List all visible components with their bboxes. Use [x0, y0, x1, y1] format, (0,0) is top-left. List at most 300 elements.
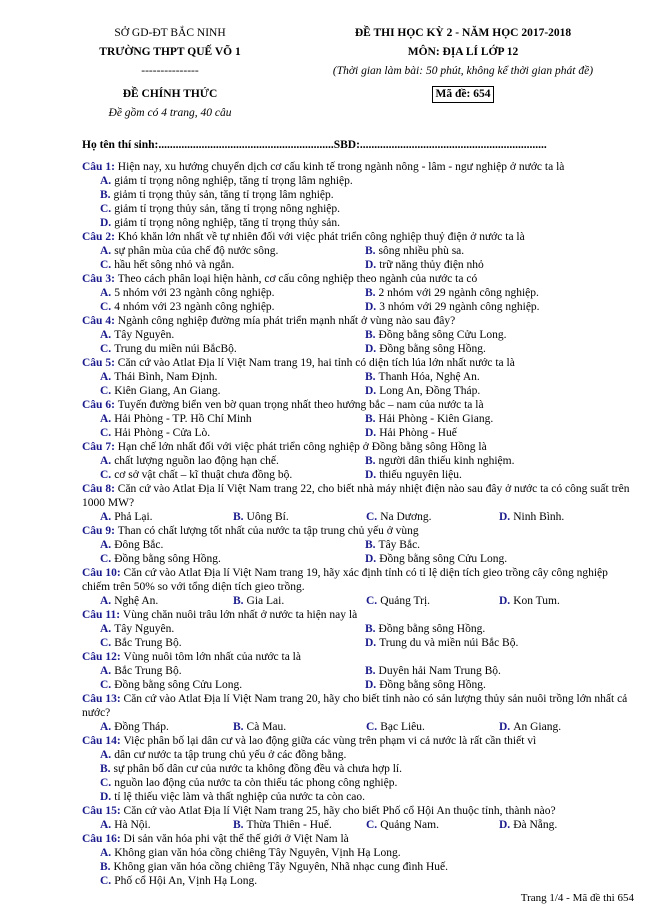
answer-text: Bắc Trung Bộ.: [114, 637, 182, 649]
answer-text: giảm tỉ trọng nông nghiệp, tăng tỉ trọng lâm nghiệp.: [114, 175, 353, 187]
answer-text: Hải Phòng - TP. Hồ Chí Minh: [114, 413, 252, 425]
answer-row: [82, 748, 634, 762]
answer-text: Phố cổ Hội An, Vịnh Hạ Long.: [114, 875, 258, 887]
answer-letter: D.: [365, 637, 377, 649]
answer-row: [82, 454, 634, 468]
question-item: [82, 692, 634, 734]
answer-option: [100, 622, 365, 636]
question-label: Câu 6:: [82, 399, 118, 411]
question-label: Câu 2:: [82, 231, 118, 243]
question-stem: [82, 230, 634, 244]
question-stem: [82, 440, 634, 454]
question-item: [82, 272, 634, 314]
answer-text: 3 nhóm với 29 ngành công nghiệp.: [379, 301, 540, 313]
answer-row: [82, 258, 634, 272]
answer-letter: D.: [365, 553, 377, 565]
answer-letter: C.: [366, 511, 378, 523]
header-left: [60, 24, 280, 123]
answer-option: [366, 720, 499, 734]
answer-option: [100, 748, 634, 762]
answer-option: [100, 454, 365, 468]
answer-text: Na Dương.: [380, 511, 432, 523]
answer-option: [100, 426, 365, 440]
answer-text: Thanh Hóa, Nghệ An.: [378, 371, 480, 383]
answer-text: Tây Nguyên.: [114, 329, 175, 341]
answer-option: [233, 818, 366, 832]
question-text: Than có chất lượng tốt nhất của nước ta tập trung chủ yếu ở vùng: [117, 525, 419, 537]
answer-letter: D.: [365, 343, 377, 355]
answer-option: [100, 818, 233, 832]
answer-row: [82, 188, 634, 202]
question-item: [82, 566, 634, 608]
question-item: [82, 440, 634, 482]
question-label: Câu 5:: [82, 357, 118, 369]
answer-text: Uông Bí.: [246, 511, 289, 523]
answer-text: tỉ lệ thiếu việc làm và thất nghiệp của nước ta còn cao.: [114, 791, 366, 803]
answer-text: nguồn lao động của nước ta còn thiếu tác phong công nghiệp.: [114, 777, 398, 789]
answer-option: [365, 328, 630, 342]
question-stem: [82, 692, 634, 720]
question-text: Căn cứ vào Atlat Địa lí Việt Nam trang 25, hãy cho biết Phố cổ Hội An thuộc tỉnh, thành nào?: [123, 805, 556, 817]
subject-title: MÔN: ĐỊA LÍ LỚP 12: [407, 46, 519, 58]
answer-letter: B.: [365, 371, 376, 383]
answer-option: [100, 216, 634, 230]
answer-letter: B.: [233, 595, 244, 607]
question-item: [82, 832, 634, 888]
question-stem: [82, 734, 634, 748]
answer-row: [82, 412, 634, 426]
answer-text: giảm tỉ trọng thủy sản, tăng tỉ trọng lâm nghiệp.: [113, 189, 334, 201]
answer-letter: D.: [499, 721, 511, 733]
question-stem: [82, 356, 634, 370]
answer-text: Thừa Thiên - Huế.: [246, 819, 332, 831]
answer-option: [365, 286, 630, 300]
question-label: Câu 8:: [82, 483, 118, 495]
answer-option: [100, 412, 365, 426]
question-text: Ngành công nghiệp đường mía phát triển mạnh nhất ở vùng nào sau đây?: [117, 315, 456, 327]
answer-text: Phả Lại.: [114, 511, 153, 523]
answer-letter: D.: [365, 259, 377, 271]
answer-text: Long An, Đồng Tháp.: [379, 385, 481, 397]
question-item: [82, 524, 634, 566]
question-stem: [82, 398, 634, 412]
answer-row: [82, 664, 634, 678]
question-stem: [82, 804, 634, 818]
answer-text: Đồng bằng sông Hồng.: [379, 343, 486, 355]
answer-row: [82, 328, 634, 342]
answer-text: Đồng Tháp.: [114, 721, 169, 733]
answer-letter: D.: [499, 819, 511, 831]
answer-letter: D.: [499, 511, 511, 523]
answer-letter: D.: [365, 301, 377, 313]
answer-text: hầu hết sông nhỏ và ngắn.: [114, 259, 235, 271]
question-stem: [82, 482, 634, 510]
answer-option: [366, 510, 499, 524]
answer-text: Không gian văn hóa cồng chiêng Tây Nguyên, Nhã nhạc cung đình Huế.: [113, 861, 449, 873]
answer-option: [100, 846, 634, 860]
answer-letter: B.: [100, 763, 111, 775]
answer-text: Đà Nẵng.: [513, 819, 558, 831]
question-text: Căn cứ vào Atlat Địa lí Việt Nam trang 19, hai tỉnh có diện tích lúa lớn nhất nước ta là: [117, 357, 515, 369]
question-item: [82, 650, 634, 692]
answer-text: Đồng bằng sông Hồng.: [378, 623, 486, 635]
answer-option: [100, 300, 365, 314]
answer-option: [233, 594, 366, 608]
answer-option: [100, 258, 365, 272]
answer-option: [100, 874, 634, 888]
answer-text: 4 nhóm với 23 ngành công nghiệp.: [114, 301, 275, 313]
school-name: TRƯỜNG THPT QUẾ VÕ 1: [99, 46, 241, 58]
answer-text: Gia Lai.: [246, 595, 285, 607]
answer-row: [82, 286, 634, 300]
answer-text: Đồng bằng sông Hồng.: [114, 553, 221, 565]
answer-letter: A.: [100, 413, 112, 425]
answer-letter: B.: [233, 819, 244, 831]
question-stem: [82, 832, 634, 846]
answer-option: [365, 426, 630, 440]
answer-option: [100, 790, 634, 804]
question-item: [82, 314, 634, 356]
answer-option: [100, 286, 365, 300]
answer-letter: C.: [100, 553, 112, 565]
question-text: Việc phân bố lại dân cư và lao động giữa các vùng trên phạm vi cả nước là rất cần thiết vì: [123, 735, 537, 747]
answer-text: Quảng Nam.: [380, 819, 439, 831]
answer-option: [366, 594, 499, 608]
answer-option: [233, 720, 366, 734]
answer-letter: A.: [100, 749, 112, 761]
question-item: [82, 482, 634, 524]
answer-option: [100, 202, 634, 216]
answer-text: Đồng bằng sông Hồng.: [379, 679, 486, 691]
question-label: Câu 9:: [82, 525, 118, 537]
answer-text: người dân thiếu kinh nghiệm.: [378, 455, 515, 467]
answer-letter: C.: [366, 721, 378, 733]
answer-letter: D.: [365, 385, 377, 397]
question-stem: [82, 314, 634, 328]
answer-row: [82, 636, 634, 650]
answer-letter: C.: [100, 203, 112, 215]
answer-letter: C.: [100, 385, 112, 397]
answer-row: [82, 860, 634, 874]
answer-letter: B.: [365, 539, 376, 551]
answer-letter: C.: [100, 469, 112, 481]
question-item: [82, 356, 634, 398]
question-text: Khó khăn lớn nhất về tự nhiên đối với việc phát triển công nghiệp thuỷ điện ở nước ta là: [117, 231, 525, 243]
answer-letter: A.: [100, 455, 112, 467]
answer-letter: D.: [365, 469, 377, 481]
answer-letter: A.: [100, 175, 112, 187]
answer-option: [100, 510, 233, 524]
answer-letter: D.: [365, 679, 377, 691]
answer-row: [82, 622, 634, 636]
answer-letter: A.: [100, 511, 112, 523]
question-item: [82, 804, 634, 832]
answer-option: [365, 538, 630, 552]
answer-letter: C.: [100, 259, 112, 271]
answer-option: [233, 510, 366, 524]
answer-option: [365, 384, 630, 398]
answer-option: [100, 664, 365, 678]
answer-letter: A.: [100, 287, 112, 299]
question-label: Câu 16:: [82, 833, 124, 845]
header-right: [290, 24, 636, 104]
answer-letter: C.: [366, 819, 378, 831]
answer-row: [82, 552, 634, 566]
answer-text: Trung du miền núi BắcBộ.: [114, 343, 237, 355]
answer-text: An Giang.: [513, 721, 562, 733]
answer-letter: B.: [365, 623, 376, 635]
answer-text: Hải Phòng - Kiên Giang.: [378, 413, 494, 425]
question-text: Hiện nay, xu hướng chuyển dịch cơ cấu kinh tế trong ngành nông - lâm - ngư nghiệp ở nước ta là: [117, 161, 565, 173]
question-text: Hạn chế lớn nhất đối với việc phát triển công nghiệp ở Đồng bằng sông Hồng là: [117, 441, 487, 453]
answer-letter: B.: [100, 189, 111, 201]
answer-row: [82, 384, 634, 398]
page-footer: Trang 1/4 - Mã đề thi 654: [520, 892, 634, 904]
answer-letter: C.: [100, 427, 112, 439]
answer-option: [365, 454, 630, 468]
answer-option: [499, 720, 632, 734]
answer-row: [82, 846, 634, 860]
question-text: Căn cứ vào Atlat Địa lí Việt Nam trang 20, hãy cho biết tỉnh nào có sản lượng thủy sản nuôi trồng lớn nhất cả nước?: [82, 693, 628, 719]
answer-option: [365, 622, 630, 636]
answer-option: [100, 468, 365, 482]
answer-letter: C.: [100, 301, 112, 313]
answer-text: sự phân mùa của chế độ nước sông.: [114, 245, 279, 257]
pages-info: Đề gồm có 4 trang, 40 câu: [108, 107, 232, 119]
answer-text: Kon Tum.: [513, 595, 560, 607]
answer-row: [82, 790, 634, 804]
answer-option: [365, 258, 630, 272]
answer-option: [365, 552, 630, 566]
answer-row: [82, 202, 634, 216]
answer-letter: B.: [233, 511, 244, 523]
question-label: Câu 11:: [82, 609, 123, 621]
answer-row: [82, 342, 634, 356]
question-list: [82, 160, 634, 888]
answer-text: Đông Bắc.: [114, 539, 164, 551]
answer-text: cơ sở vật chất – kĩ thuật chưa đồng bộ.: [114, 469, 293, 481]
answer-text: Hải Phòng - Huế: [379, 427, 457, 439]
answer-row: [82, 300, 634, 314]
answer-row: [82, 594, 634, 608]
question-label: Câu 3:: [82, 273, 118, 285]
question-label: Câu 14:: [82, 735, 124, 747]
answer-letter: C.: [100, 679, 112, 691]
answer-row: [82, 818, 634, 832]
answer-row: [82, 426, 634, 440]
answer-letter: C.: [100, 875, 112, 887]
question-item: [82, 398, 634, 440]
answer-option: [100, 594, 233, 608]
answer-option: [100, 244, 365, 258]
question-item: [82, 230, 634, 272]
answer-option: [100, 188, 634, 202]
answer-text: 2 nhóm với 29 ngành công nghiệp.: [378, 287, 539, 299]
answer-letter: B.: [365, 329, 376, 341]
answer-letter: A.: [100, 721, 112, 733]
answer-letter: D.: [499, 595, 511, 607]
answer-text: Tây Bắc.: [378, 539, 421, 551]
question-stem: [82, 272, 634, 286]
answer-text: Nghệ An.: [114, 595, 159, 607]
answer-option: [100, 776, 634, 790]
answer-text: Tây Nguyên.: [114, 623, 175, 635]
answer-text: chất lượng nguồn lao động hạn chế.: [114, 455, 279, 467]
answer-option: [499, 594, 632, 608]
answer-text: sự phân bố dân cư của nước ta không đồng đều và chưa hợp lí.: [113, 763, 402, 775]
answer-letter: A.: [100, 371, 112, 383]
answer-text: Trung du và miền núi Bắc Bộ.: [379, 637, 519, 649]
answer-text: Bạc Liêu.: [380, 721, 425, 733]
department-name: SỞ GD-ĐT BẮC NINH: [114, 27, 226, 39]
answer-option: [365, 342, 630, 356]
question-text: Vùng nuôi tôm lớn nhất của nước ta là: [123, 651, 301, 663]
answer-text: Đồng bằng sông Cửu Long.: [114, 679, 243, 691]
answer-option: [100, 538, 365, 552]
answer-option: [365, 636, 630, 650]
answer-text: Cà Mau.: [246, 721, 287, 733]
answer-option: [100, 174, 634, 188]
answer-letter: B.: [365, 665, 376, 677]
answer-letter: A.: [100, 623, 112, 635]
answer-option: [499, 510, 632, 524]
question-stem: [82, 160, 634, 174]
answer-text: Quảng Trị.: [380, 595, 431, 607]
answer-text: Bắc Trung Bộ.: [114, 665, 182, 677]
question-label: Câu 10:: [82, 567, 124, 579]
answer-text: thiếu nguyên liệu.: [379, 469, 462, 481]
answer-letter: B.: [365, 455, 376, 467]
answer-option: [365, 664, 630, 678]
answer-option: [100, 720, 233, 734]
answer-text: sông nhiều phù sa.: [378, 245, 465, 257]
question-item: [82, 734, 634, 804]
answer-row: [82, 720, 634, 734]
question-stem: [82, 524, 634, 538]
answer-text: Đồng bằng sông Cửu Long.: [379, 553, 508, 565]
answer-row: [82, 678, 634, 692]
answer-letter: B.: [100, 861, 111, 873]
answer-letter: D.: [365, 427, 377, 439]
exam-title: ĐỀ THI HỌC KỲ 2 - NĂM HỌC 2017-2018: [354, 27, 572, 39]
answer-row: [82, 370, 634, 384]
answer-option: [100, 678, 365, 692]
answer-letter: C.: [100, 343, 112, 355]
question-text: Vùng chăn nuôi trâu lớn nhất ở nước ta hiện nay là: [122, 609, 358, 621]
question-stem: [82, 608, 634, 622]
answer-row: [82, 762, 634, 776]
answer-option: [100, 762, 634, 776]
answer-text: Không gian văn hóa cồng chiêng Tây Nguyên, Vịnh Hạ Long.: [114, 847, 401, 859]
answer-text: Duyên hải Nam Trung Bộ.: [378, 665, 501, 677]
answer-text: Hà Nội.: [114, 819, 151, 831]
question-label: Câu 7:: [82, 441, 118, 453]
answer-text: giảm tỉ trọng nông nghiệp, tăng tỉ trọng thủy sản.: [114, 217, 341, 229]
answer-text: 5 nhóm với 23 ngành công nghiệp.: [114, 287, 275, 299]
question-text: Căn cứ vào Atlat Địa lí Việt Nam trang 22, cho biết nhà máy nhiệt điện nào sau đây ở nước ta có công suất trên 1000 MW?: [82, 483, 630, 509]
answer-option: [365, 244, 630, 258]
question-label: Câu 13:: [82, 693, 124, 705]
question-label: Câu 12:: [82, 651, 124, 663]
answer-option: [100, 370, 365, 384]
answer-text: giảm tỉ trọng thủy sản, tăng tỉ trọng nông nghiệp.: [114, 203, 341, 215]
answer-option: [365, 300, 630, 314]
answer-option: [100, 860, 634, 874]
answer-option: [365, 678, 630, 692]
student-info-line: Họ tên thí sinh:.............................................................SBD:.................................................................: [82, 139, 547, 151]
answer-letter: A.: [100, 329, 112, 341]
answer-text: Đồng bằng sông Cửu Long.: [378, 329, 507, 341]
official-label: ĐỀ CHÍNH THỨC: [122, 88, 218, 100]
question-stem: [82, 566, 634, 594]
answer-letter: A.: [100, 665, 112, 677]
header-divider: ---------------: [141, 65, 199, 77]
answer-letter: D.: [100, 217, 112, 229]
question-text: Theo cách phân loại hiện hành, cơ cấu công nghiệp theo ngành của nước ta có: [117, 273, 478, 285]
question-text: Tuyến đường biển ven bờ quan trọng nhất theo hướng bắc – nam của nước ta là: [117, 399, 484, 411]
answer-option: [100, 342, 365, 356]
answer-letter: C.: [100, 637, 112, 649]
answer-letter: B.: [365, 287, 376, 299]
answer-letter: A.: [100, 595, 112, 607]
answer-letter: A.: [100, 245, 112, 257]
answer-letter: B.: [365, 413, 376, 425]
answer-letter: A.: [100, 539, 112, 551]
question-label: Câu 4:: [82, 315, 118, 327]
question-text: Căn cứ vào Atlat Địa lí Việt Nam trang 19, hãy xác định tỉnh có tỉ lệ diện tích gieo trồng cây công nghiệp chiếm trên 50% so với tổng diện tích gieo trồng.: [82, 567, 608, 593]
answer-letter: B.: [365, 245, 376, 257]
question-stem: [82, 650, 634, 664]
answer-text: dân cư nước ta tập trung chủ yếu ở các đồng bằng.: [114, 749, 347, 761]
answer-option: [365, 370, 630, 384]
answer-text: Hải Phòng - Cửa Lò.: [114, 427, 211, 439]
answer-option: [100, 636, 365, 650]
answer-option: [499, 818, 632, 832]
answer-option: [366, 818, 499, 832]
answer-letter: C.: [100, 777, 112, 789]
answer-row: [82, 216, 634, 230]
answer-text: Thái Bình, Nam Định.: [114, 371, 218, 383]
question-label: Câu 1:: [82, 161, 118, 173]
answer-row: [82, 244, 634, 258]
answer-letter: A.: [100, 847, 112, 859]
answer-option: [100, 552, 365, 566]
answer-option: [365, 412, 630, 426]
answer-row: [82, 510, 634, 524]
question-text: Di sản văn hóa phi vật thể thế giới ở Việt Nam là: [123, 833, 349, 845]
question-label: Câu 15:: [82, 805, 124, 817]
answer-letter: C.: [366, 595, 378, 607]
question-item: [82, 608, 634, 650]
answer-option: [100, 328, 365, 342]
answer-text: trữ năng thủy điện nhỏ: [379, 259, 484, 271]
answer-row: [82, 174, 634, 188]
answer-option: [365, 468, 630, 482]
answer-letter: A.: [100, 819, 112, 831]
answer-letter: D.: [100, 791, 112, 803]
answer-row: [82, 468, 634, 482]
answer-option: [100, 384, 365, 398]
exam-code: Mã đề: 654: [432, 86, 495, 103]
answer-letter: B.: [233, 721, 244, 733]
answer-text: Ninh Bình.: [513, 511, 565, 523]
time-note: (Thời gian làm bài: 50 phút, không kể thời gian phát đề): [332, 65, 594, 77]
answer-row: [82, 874, 634, 888]
answer-row: [82, 776, 634, 790]
answer-row: [82, 538, 634, 552]
question-item: [82, 160, 634, 230]
answer-text: Kiên Giang, An Giang.: [114, 385, 221, 397]
